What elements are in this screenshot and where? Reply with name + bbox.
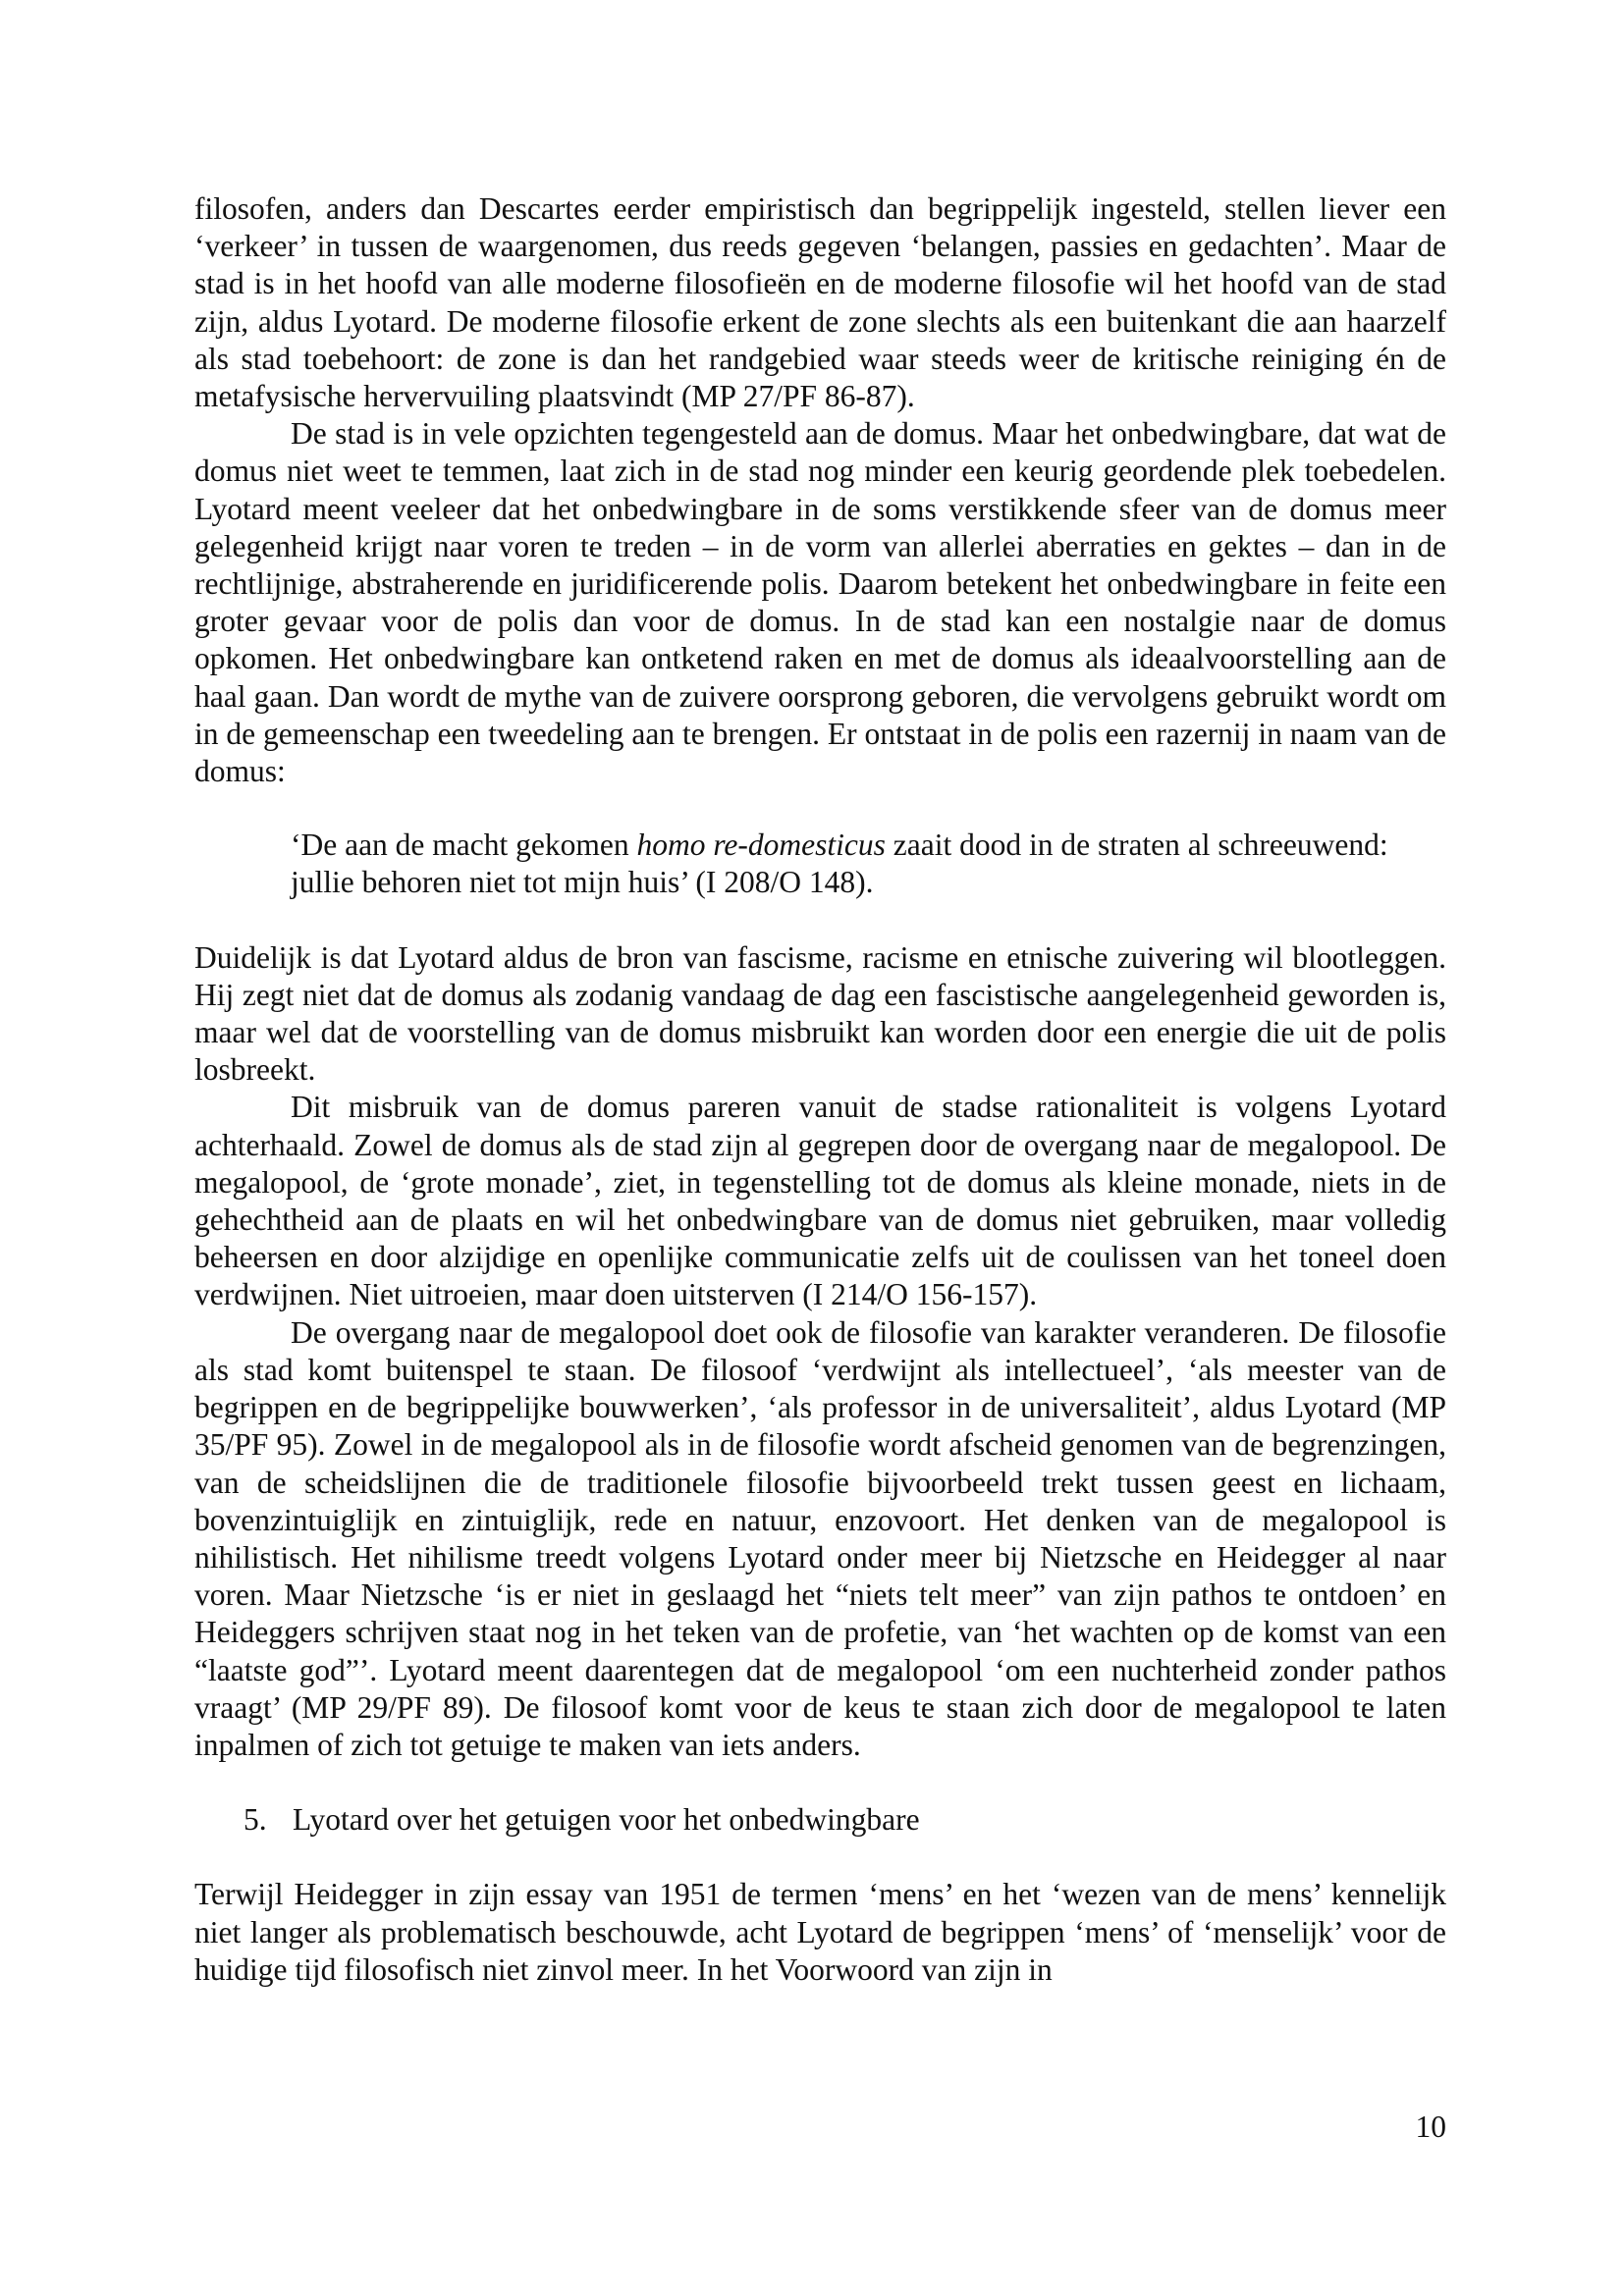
paragraph-4: Dit misbruik van de domus pareren vanuit de stadse rationaliteit is volgens Lyotard achterhaald. Zowel de domus als de stad zijn al gegrepen door de overgang naar de megalopool. De megalopool, de ‘grote monade’, ziet, in tegenstelling tot de domus als kleine monade, niets in de gehechtheid aan de plaats en wil het onbedwingbare van de domus niet gebruiken, maar volledig beheersen en door alzijdige en openlijke communicatie zelfs uit de coulissen van het toneel doen verdwijnen. Niet uitroeien, maar doen uitsterven (I 214/O 156-157). (194, 1090, 1446, 1312)
page-number: 10 (1415, 2109, 1446, 2144)
quote-text-start: ‘De aan de macht gekomen (291, 828, 637, 863)
paragraph-2: De stad is in vele opzichten tegengesteld aan de domus. Maar het onbedwingbare, dat wat de domus niet weet te temmen, laat zich in de stad nog minder een keurig geordende plek toebedelen. Lyotard meent veeleer dat het onbedwingbare in de soms verstikkende sfeer van de domus meer gelegenheid krijgt naar voren te treden – in de vorm van allerlei aberraties en gektes – dan in de rechtlijnige, abstraherende en juridificerende polis. Daarom betekent het onbedwingbare in feite een groter gevaar voor de polis dan voor de domus. In de stad kan een nostalgie naar de domus opkomen. Het onbedwingbare kan ontketend raken en met de domus als ideaalvoorstelling aan de haal gaan. Dan wordt de mythe van de zuivere oorsprong geboren, die vervolgens gebruikt wordt om in de gemeenschap een tweedeling aan te brengen. Er ontstaat in de polis een razernij in naam van de domus: (194, 416, 1446, 789)
paragraph-5: De overgang naar de megalopool doet ook de filosofie van karakter veranderen. De filosofie als stad komt buitenspel te staan. De filosoof ‘verdwijnt als intellectueel’, ‘als meester van de begrippen en de begrippelijke bouwwerken’, ‘als professor in de universaliteit’, aldus Lyotard (MP 35/PF 95). Zowel in de megalopool als in de filosofie wordt afscheid genomen van de begrenzingen, van de scheidslijnen die de traditionele filosofie bijvoorbeeld trekt tussen geest en lichaam, bovenzintuiglijk en zintuiglijk, rede en natuur, enzovoort. Het denken van de megalopool is nihilistisch. Het nihilisme treedt volgens Lyotard onder meer bij Nietzsche en Heidegger al naar voren. Maar Nietzsche ‘is er niet in geslaagd het “niets telt meer” van zijn pathos te ontdoen’ en Heideggers schrijven staat nog in het teken van de profetie, van ‘het wachten op de komst van een “laatste god”’. Lyotard meent daarentegen dat de megalopool ‘om een nuchterheid zonder pathos vraagt’ (MP 29/PF 89). De filosoof komt voor de keus te staan zich door de megalopool te laten inpalmen of zich tot getuige te maken van iets anders. (194, 1314, 1446, 1762)
document-body (194, 190, 1446, 1989)
paragraph-3: Duidelijk is dat Lyotard aldus de bron van fascisme, racisme en etnische zuivering wil blootleggen. Hij zegt niet dat de domus als zodanig vandaag de dag een fascistische aangelegenheid geworden is, maar wel dat de voorstelling van de domus misbruikt kan worden door een energie die uit de polis losbreekt. (194, 939, 1446, 1088)
quote-emphasis: homo re-domesticus (636, 828, 886, 863)
quote-text-end: zaait dood in de straten al schreeuwend: jullie behoren niet tot mijn huis’ (I 208/O 148). (291, 828, 1388, 900)
section-number: 5. (244, 1802, 267, 1838)
block-quote (291, 827, 1446, 901)
paragraph-6: Terwijl Heidegger in zijn essay van 1951 de termen ‘mens’ en het ‘wezen van de mens’ kennelijk niet langer als problematisch beschouwde, acht Lyotard de begrippen ‘mens’ of ‘menselijk’ voor de huidige tijd filosofisch niet zinvol meer. In het Voorwoord van zijn in (194, 1877, 1446, 1987)
section-heading (244, 1801, 1446, 1839)
section-title: Lyotard over het getuigen voor het onbedwingbare (293, 1802, 920, 1838)
paragraph-1: filosofen, anders dan Descartes eerder empiristisch dan begrippelijk ingesteld, stellen liever een ‘verkeer’ in tussen de waargenomen, dus reeds gegeven ‘belangen, passies en gedachten’. Maar de stad is in het hoofd van alle moderne filosofieën en de moderne filosofie wil het hoofd van de stad zijn, aldus Lyotard. De moderne filosofie erkent de zone slechts als een buitenkant die aan haarzelf als stad toebehoort: de zone is dan het randgebied waar steeds weer de kritische reiniging én de metafysische hervervuiling plaatsvindt (MP 27/PF 86-87). (194, 191, 1446, 414)
